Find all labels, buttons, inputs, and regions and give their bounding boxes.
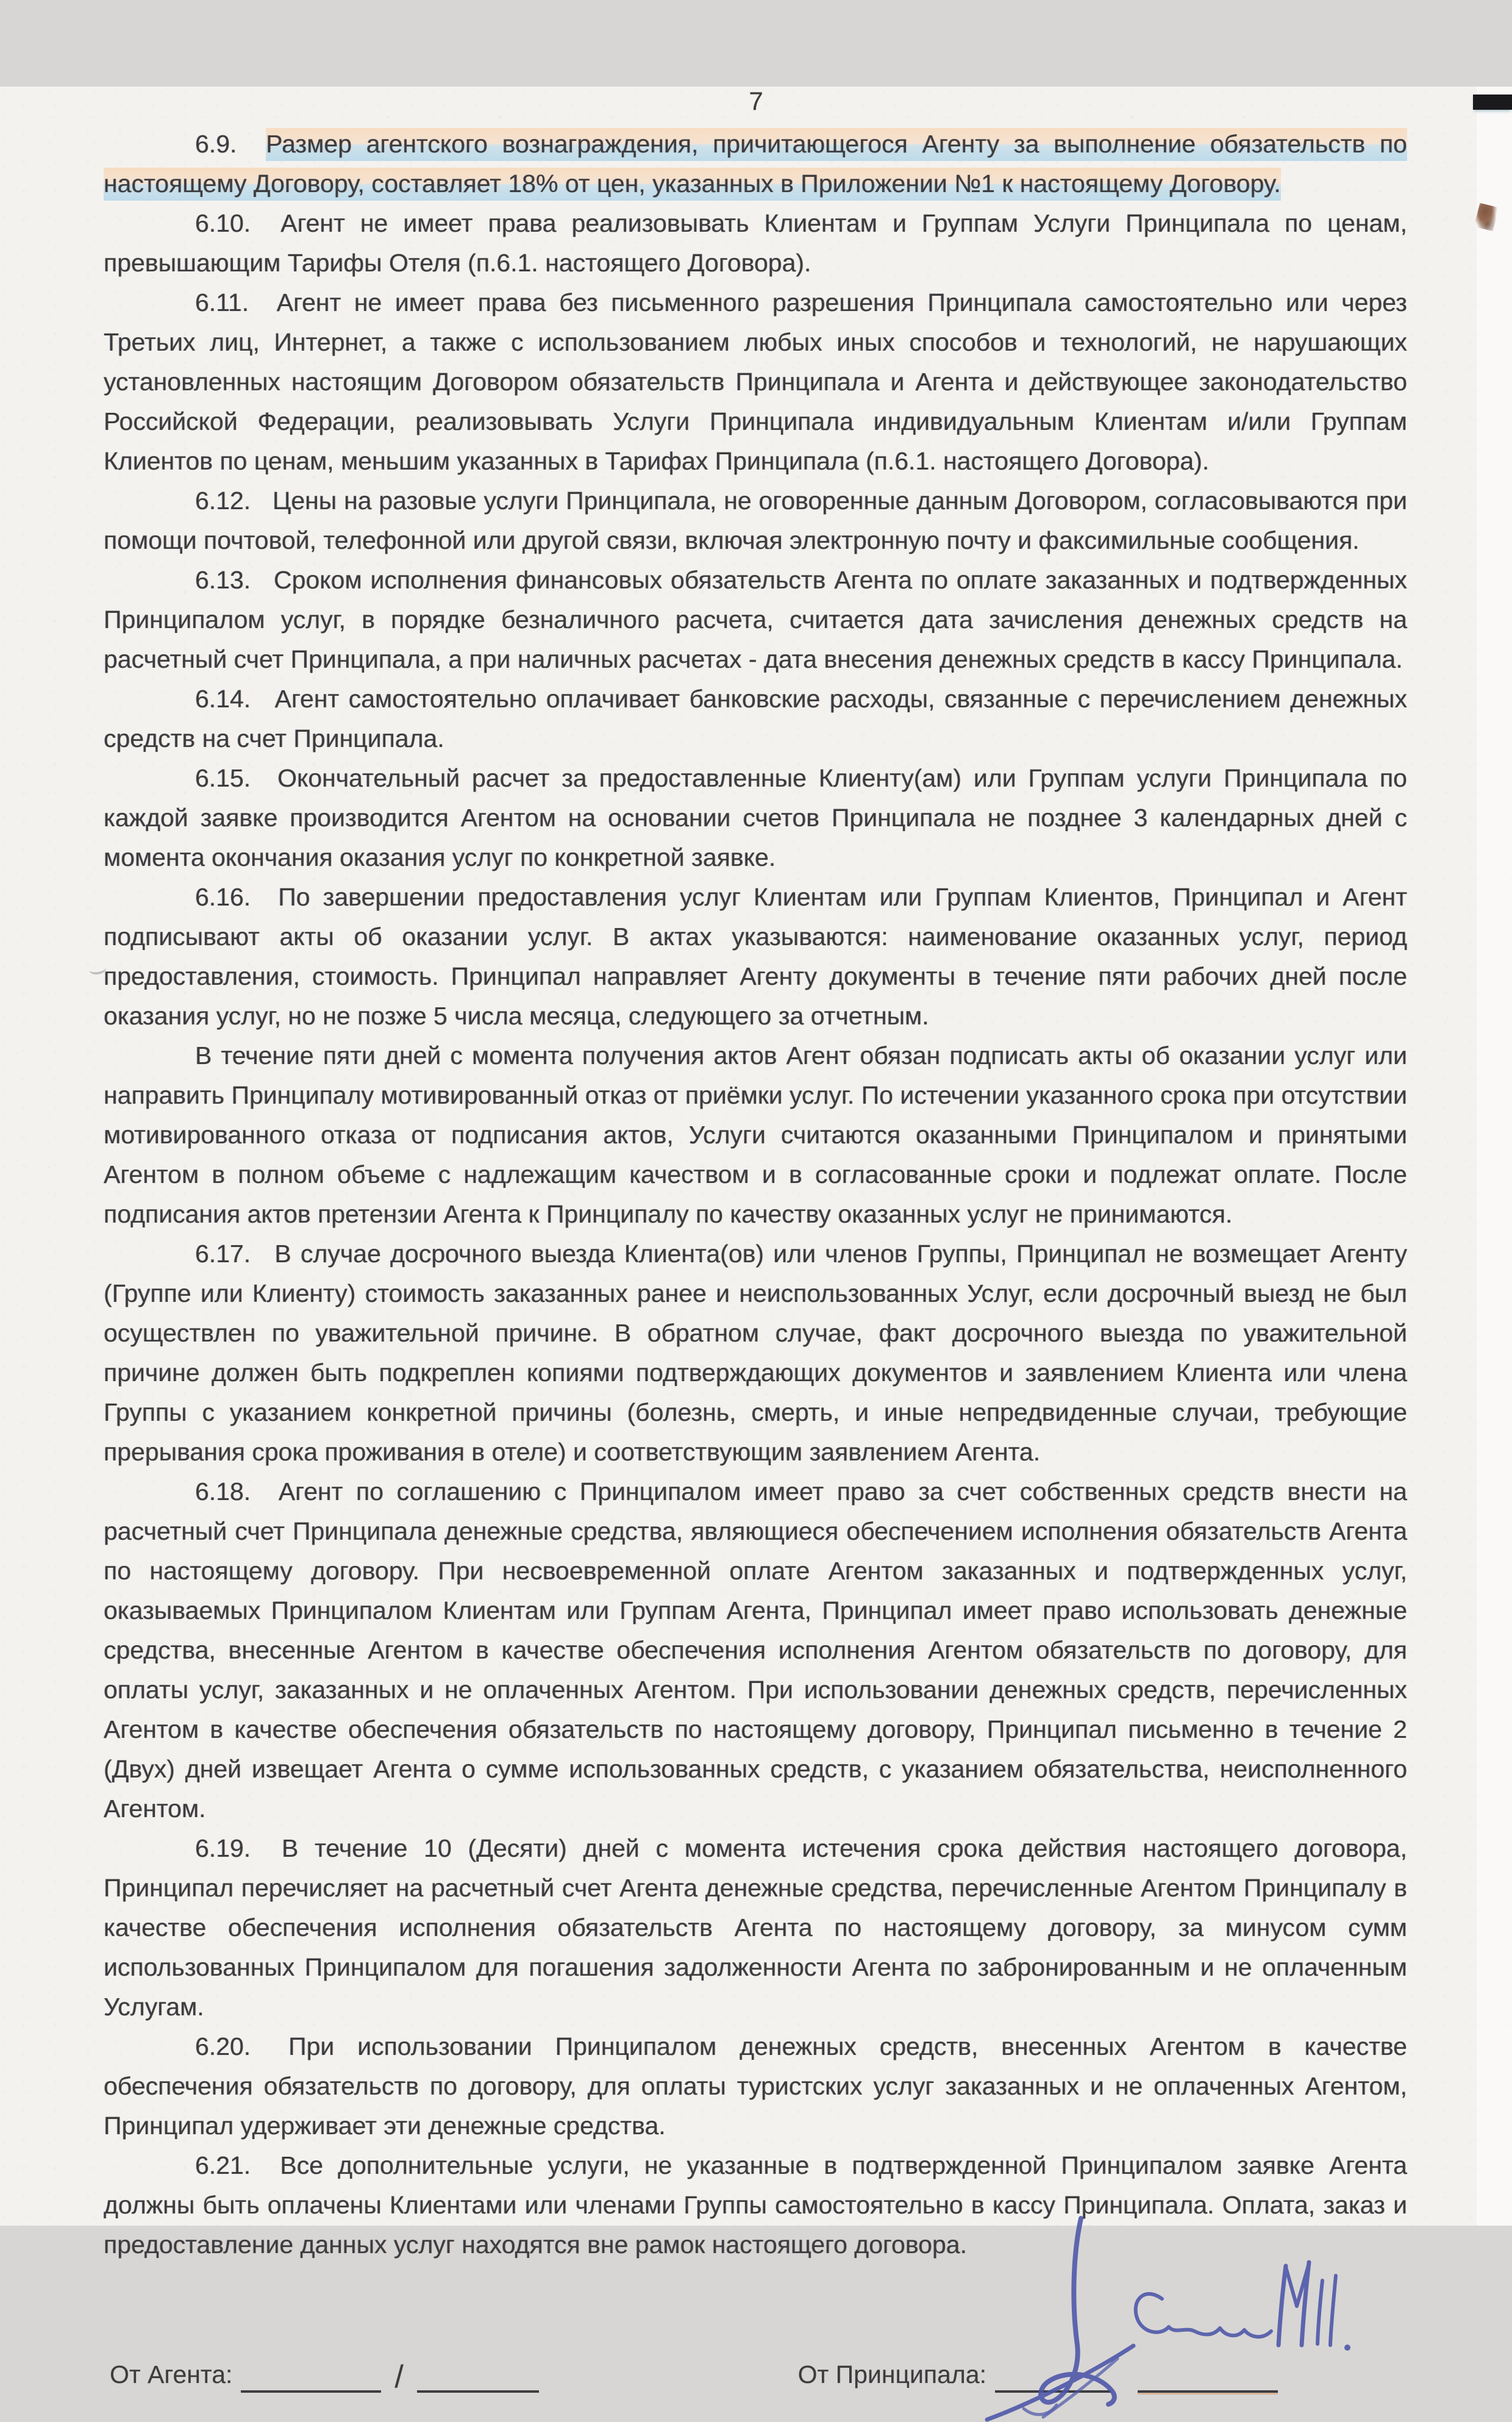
paragraph-6-16 xyxy=(104,877,1407,1036)
clause-text: Агент самостоятельно оплачивает банковские расходы, связанные с перечислением денежных средств на счет Принципала. xyxy=(104,685,1407,752)
clause-number: 6.19. xyxy=(195,1834,251,1862)
principal-signature-label: От Принципала: xyxy=(797,2360,986,2388)
paragraph-6-19 xyxy=(104,1829,1407,2027)
agent-signature-line-1 xyxy=(241,2363,381,2393)
clause-text: В течение пяти дней с момента получения актов Агент обязан подписать акты об оказании услуг или направить Принципалу мотивированный отказ от приёмки услуг. По истечении указанного срока при отсутствии мотивированного отказа от подписания актов, Услуги считаются оказанными Принципалом и принятыми Агентом в полном объеме с надлежащим качеством и в согласованные сроки и подлежат оплате. После подписания актов претензии Агента к Принципалу по качеству оказанных услуг не принимаются. xyxy=(104,1041,1407,1228)
clause-number: 6.11. xyxy=(195,288,249,316)
agent-signature-block xyxy=(110,2356,539,2393)
paragraph-6-11 xyxy=(104,283,1407,481)
clause-text: Агент по соглашению с Принципалом имеет право за счет собственных средств внести на расчетный счет Принципала денежные средства, являющиеся обеспечением исполнения обязательств Агента по настоящему договору. При несвоевременной оплате Агентом заказанных и подтвержденных услуг, оказываемых Принципалом Клиентам или Группам Агента, Принципал имеет право использовать денежные средства, внесенные Агентом в качестве обеспечения исполнения Агентом обязательств по договору, для оплаты услуг, заказанных и не оплаченных Агентом. При использовании денежных средств, перечисленных Агентом в качестве обеспечения обязательств по настоящему договору, Принципал письменно в течение 2 (Двух) дней извещает Агента о сумме использованных средств, с указанием обязательства, неисполненного Агентом. xyxy=(104,1477,1407,1823)
principal-signature-line-2 xyxy=(1138,2363,1278,2393)
clause-number: 6.9. xyxy=(195,130,237,158)
paragraph-6-15 xyxy=(104,759,1407,877)
scanned-contract-page xyxy=(0,87,1512,2395)
clause-number: 6.16. xyxy=(195,883,251,911)
clause-number: 6.13. xyxy=(195,566,251,594)
clause-number: 6.18. xyxy=(195,1477,251,1506)
signature-row xyxy=(110,2356,1407,2393)
paragraph-6-14 xyxy=(104,679,1407,759)
clause-text: В случае досрочного выезда Клиента(ов) или членов Группы, Принципал не возмещает Агенту (Группе или Клиенту) стоимость заказанных ранее и неиспользованных Услуг, если досрочный выезд не был осуществлен по уважительной причине. В обратном случае, факт досрочного выезда по уважительной причине должен быть подкреплен копиями подтверждающих документов и заявлением Клиента или члена Группы с указанием конкретной причины (болезнь, смерть, и иные непредвиденные случаи, требующие прерывания срока проживания в отеле) и соответствующим заявлением Агента. xyxy=(104,1240,1407,1466)
document-body xyxy=(0,124,1512,2265)
clause-text: Агент не имеет права реализовывать Клиентам и Группам Услуги Принципала по ценам, превышающим Тарифы Отеля (п.6.1. настоящего Договора). xyxy=(104,209,1407,277)
clause-text: Сроком исполнения финансовых обязательств Агента по оплате заказанных и подтвержденных Принципалом услуг, в порядке безналичного расчета, считается дата зачисления денежных средств на расчетный счет Принципала, а при наличных расчетах - дата внесения денежных средств в кассу Принципала. xyxy=(104,566,1407,673)
agent-signature-label: От Агента: xyxy=(110,2360,233,2388)
clause-text: Все дополнительные услуги, не указанные в подтвержденной Принципалом заявке Агента должны быть оплачены Клиентами или членами Группы самостоятельно в кассу Принципала. Оплата, заказ и предоставление данных услуг находятся вне рамок настоящего договора. xyxy=(104,2151,1407,2259)
paragraph-6-20 xyxy=(104,2027,1407,2146)
paragraph-6-13 xyxy=(104,560,1407,679)
paragraph-6-10 xyxy=(104,204,1407,283)
signature-separator: / xyxy=(394,2359,404,2395)
clause-number: 6.21. xyxy=(195,2151,251,2179)
paragraph-6-21 xyxy=(104,2146,1407,2265)
paragraph-6-18 xyxy=(104,1472,1407,1829)
paragraph-6-12 xyxy=(104,481,1407,560)
clause-text: Окончательный расчет за предоставленные Клиенту(ам) или Группам услуги Принципала по каждой заявке производится Агентом на основании счетов Принципала не позднее 3 календарных дней с момента окончания оказания услуг по конкретной заявке. xyxy=(104,764,1407,871)
clause-text: Агент не имеет права без письменного разрешения Принципала самостоятельно или через Третьих лиц, Интернет, а также с использованием любых иных способов и технологий, не нарушающих установленных настоящим Договором обязательств Принципала и Агента и действующее законодательство Российской Федерации, реализовывать Услуги Принципала индивидуальным Клиентам и/или Группам Клиентов по ценам, меньшим указанных в Тарифах Принципала (п.6.1. настоящего Договора). xyxy=(104,288,1407,475)
paragraph-6-17 xyxy=(104,1234,1407,1472)
agent-signature-line-2 xyxy=(417,2363,539,2393)
principal-signature-block xyxy=(798,2356,1278,2393)
paragraph-unnumbered xyxy=(104,1036,1407,1234)
paragraph-6-9 xyxy=(104,124,1407,204)
clause-number: 6.14. xyxy=(195,685,251,713)
clause-number: 6.10. xyxy=(195,209,251,237)
clause-number: 6.17. xyxy=(195,1240,251,1268)
clause-text: По завершении предоставления услуг Клиентам или Группам Клиентов, Принципал и Агент подписывают акты об оказании услуг. В актах указываются: наименование оказанных услуг, период предоставления, стоимость. Принципал направляет Агенту документы в течение пяти рабочих дней после оказания услуг, но не позже 5 числа месяца, следующего за отчетным. xyxy=(104,883,1407,1030)
clause-number: 6.15. xyxy=(195,764,251,792)
clause-number: 6.12. xyxy=(195,487,251,515)
clause-text: Размер агентского вознаграждения, причитающегося Агенту за выполнение обязательств по настоящему Договору, составляет 18% от цен, указанных в Приложении №1 к настоящему Договору. xyxy=(104,128,1407,201)
clause-text: В течение 10 (Десяти) дней с момента истечения срока действия настоящего договора, Принципал перечисляет на расчетный счет Агента денежные средства, перечисленные Агентом Принципалу в качестве обеспечения исполнения обязательств Агента по настоящему договору, за минусом сумм использованных Принципалом для погашения задолженности Агента по забронированным и не оплаченным Услугам. xyxy=(104,1834,1407,2021)
clause-text: Цены на разовые услуги Принципала, не оговоренные данным Договором, согласовываются при помощи почтовой, телефонной или другой связи, включая электронную почту и факсимильные сообщения. xyxy=(104,487,1407,554)
scan-artifact-corner-bar xyxy=(1473,95,1512,110)
clause-text: При использовании Принципалом денежных средств, внесенных Агентом в качестве обеспечения обязательств по договору, для оплаты туристских услуг заказанных и не оплаченных Агентом, Принципал удерживает эти денежные средства. xyxy=(104,2032,1407,2140)
principal-signature-line-1 xyxy=(995,2363,1111,2393)
scanner-edge-strip xyxy=(1477,87,1512,2226)
page-number: 7 xyxy=(749,87,763,115)
clause-number: 6.20. xyxy=(195,2032,251,2060)
